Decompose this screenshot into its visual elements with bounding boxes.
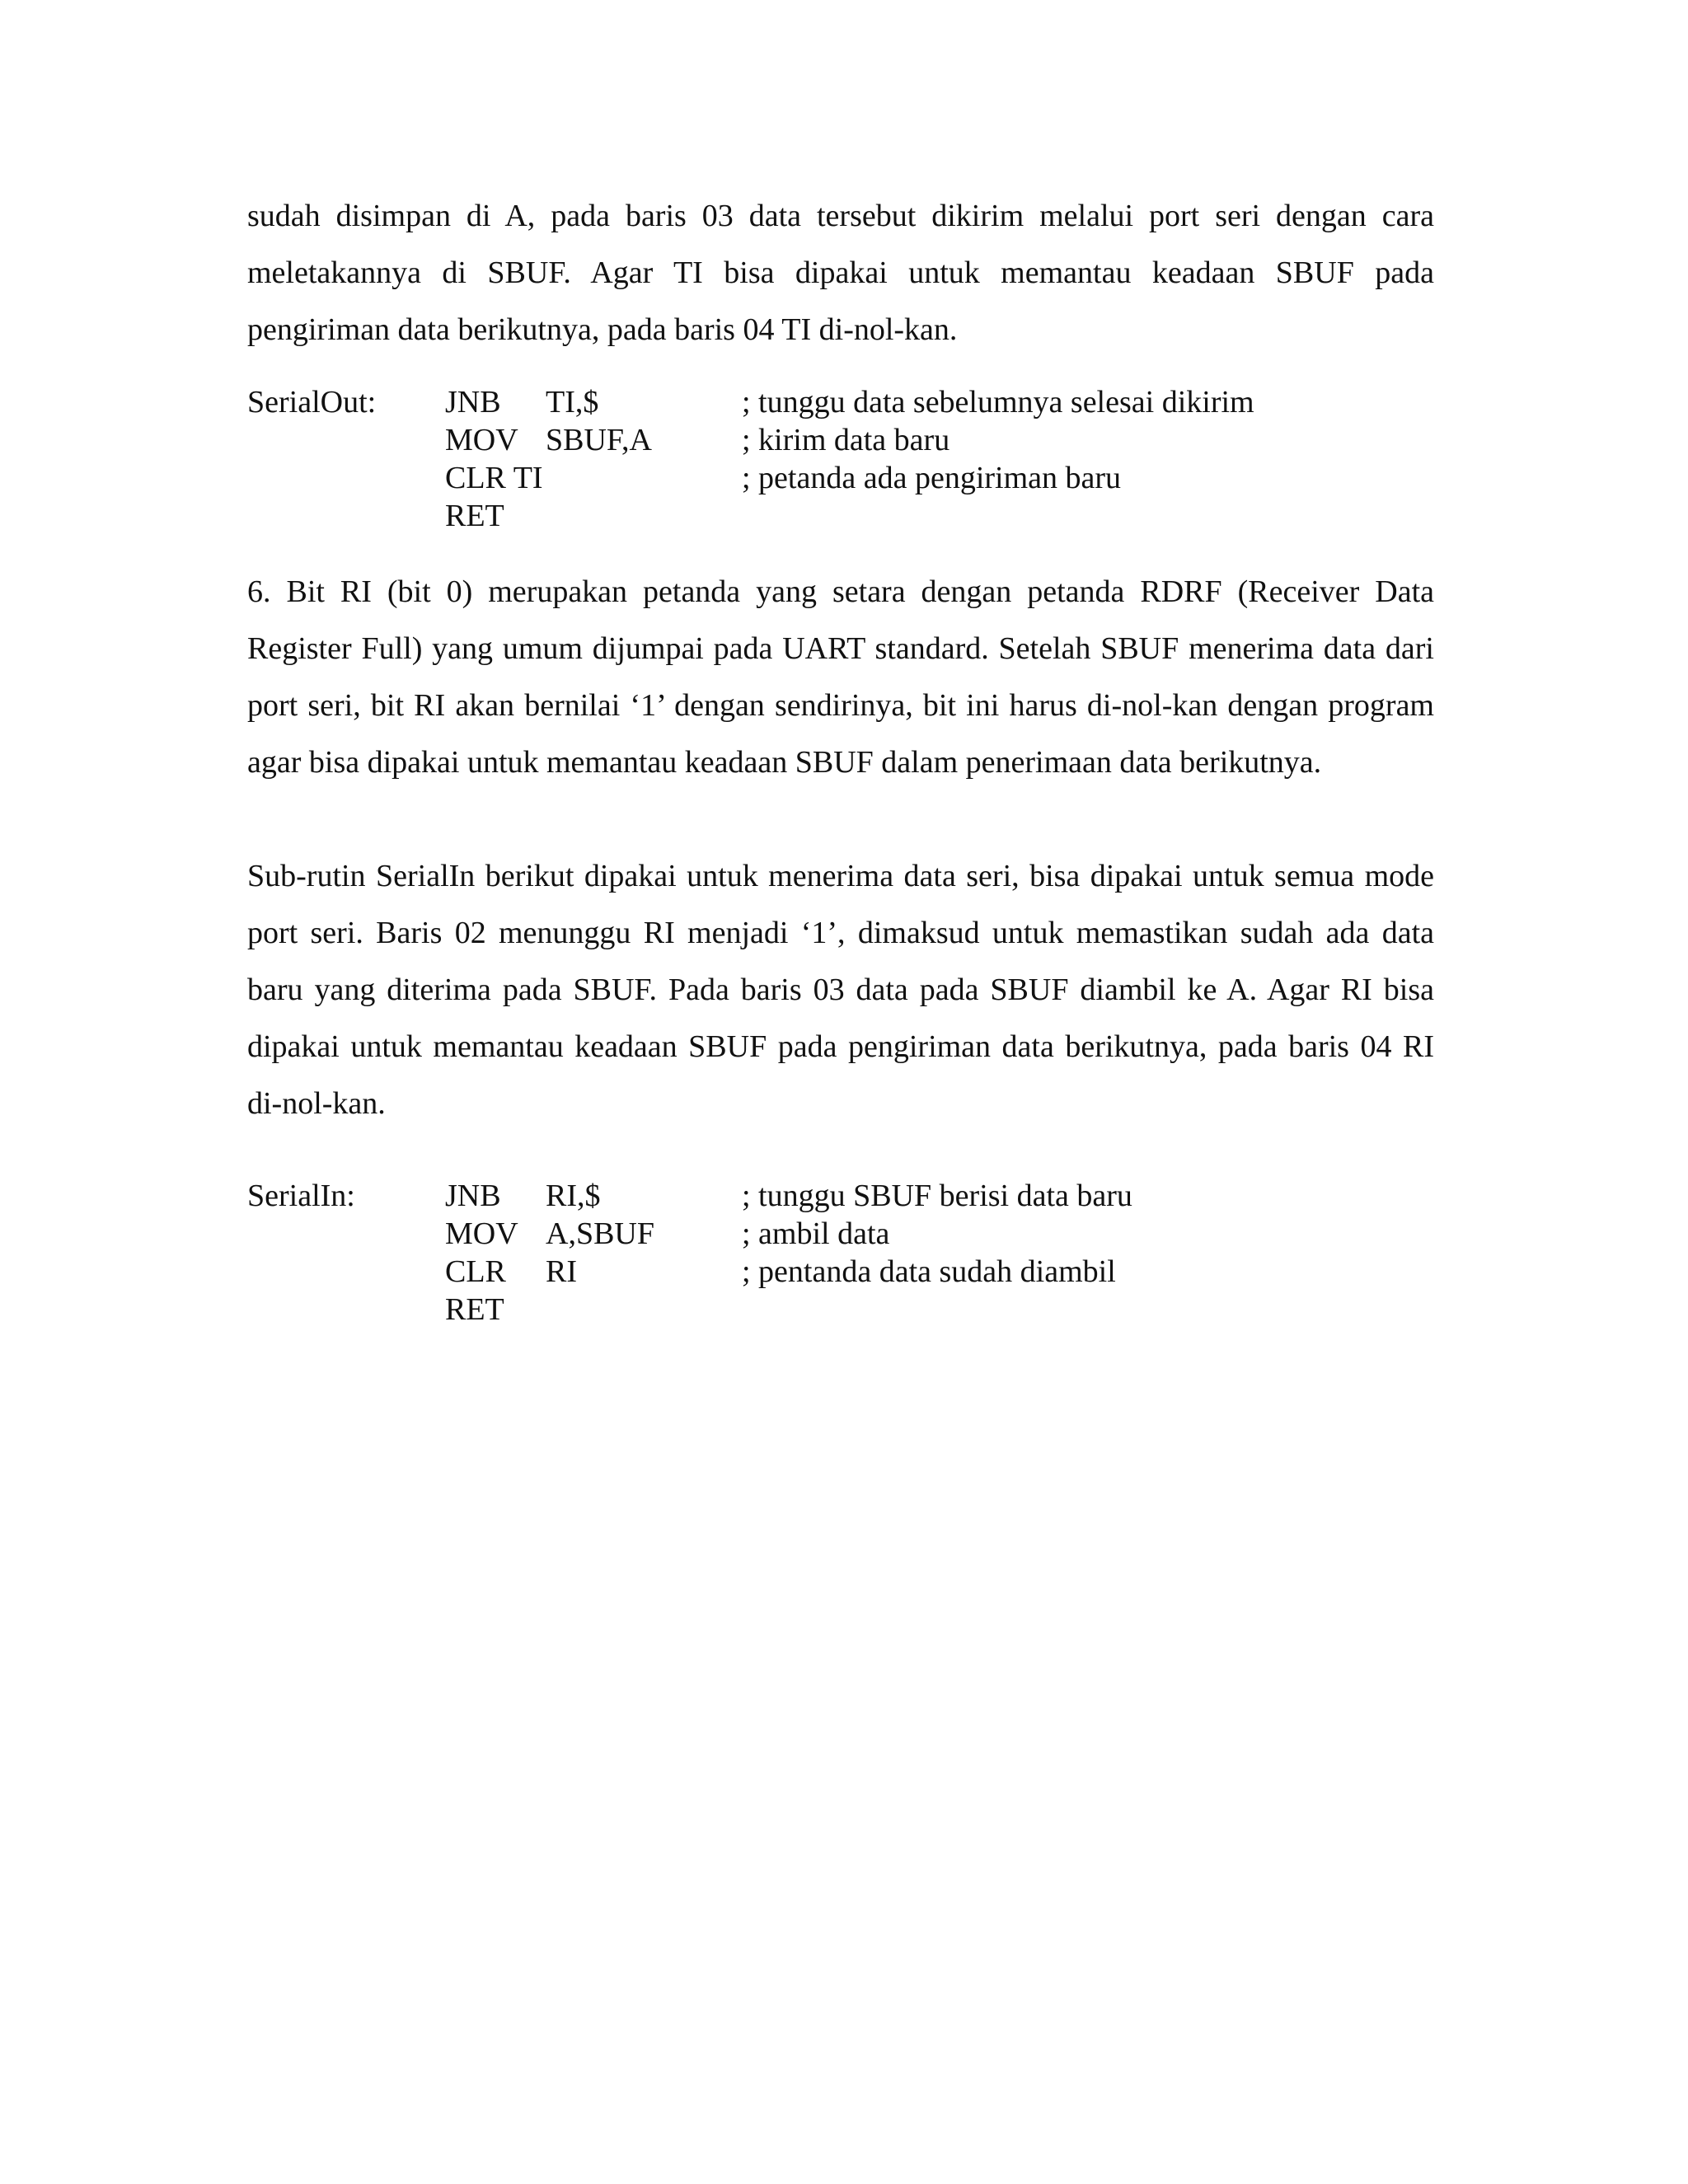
paragraph-intro: sudah disimpan di A, pada baris 03 data tersebut dikirim melalui port seri dengan cara meletakannya di SBUF. Agar TI bisa dipakai untuk memantau keadaan SBUF pada pengiriman data berikutnya, pada baris 04 TI di-nol-kan. — [247, 199, 1434, 347]
code-line — [247, 383, 1434, 421]
paragraph-bit-ri: 6. Bit RI (bit 0) merupakan petanda yang setara dengan petanda RDRF (Receiver Data Register Full) yang umum dijumpai pada UART standard. Setelah SBUF menerima data dari port seri, bit RI akan bernilai ‘1’ dengan sendirinya, bit ini harus di-nol-kan dengan program agar bisa dipakai untuk memantau keadaan SBUF dalam penerimaan data berikutnya. — [247, 574, 1434, 780]
code-operand: SBUF,A — [546, 423, 652, 457]
code-opcode: JNB — [445, 1179, 501, 1213]
code-opcode: RET — [445, 1292, 504, 1327]
code-line — [247, 497, 1434, 535]
code-label: SerialOut: — [247, 385, 377, 419]
code-line — [247, 459, 1434, 497]
code-operand: A,SBUF — [546, 1216, 654, 1251]
code-line — [247, 1215, 1434, 1253]
code-comment: ; petanda ada pengiriman baru — [742, 461, 1122, 495]
code-operand: TI,$ — [546, 385, 599, 419]
code-opcode: CLR TI — [445, 461, 543, 495]
code-opcode: RET — [445, 499, 504, 533]
paragraph-serialin-description: Sub-rutin SerialIn berikut dipakai untuk menerima data seri, bisa dipakai untuk semua mode port seri. Baris 02 menunggu RI menjadi ‘1’, dimaksud untuk memastikan sudah ada data baru yang diterima pada SBUF. Pada baris 03 data pada SBUF diambil ke A. Agar RI bisa dipakai untuk memantau keadaan SBUF pada pengiriman data berikutnya, pada baris 04 RI di-nol-kan. — [247, 859, 1434, 1121]
code-line — [247, 1253, 1434, 1291]
code-comment: ; tunggu data sebelumnya selesai dikirim — [742, 385, 1254, 419]
code-comment: ; pentanda data sudah diambil — [742, 1254, 1116, 1289]
code-line — [247, 1177, 1434, 1215]
code-comment: ; ambil data — [742, 1216, 890, 1251]
code-comment: ; kirim data baru — [742, 423, 950, 457]
code-opcode: JNB — [445, 385, 501, 419]
code-operand: RI,$ — [546, 1179, 601, 1213]
code-opcode: MOV — [445, 1216, 518, 1251]
code-block-serial-in — [247, 1177, 1434, 1329]
code-line — [247, 421, 1434, 459]
code-label: SerialIn: — [247, 1179, 355, 1213]
code-opcode: CLR — [445, 1254, 506, 1289]
code-line — [247, 1291, 1434, 1329]
code-operand: RI — [546, 1254, 577, 1289]
code-block-serial-out — [247, 383, 1434, 535]
code-comment: ; tunggu SBUF berisi data baru — [742, 1179, 1132, 1213]
code-opcode: MOV — [445, 423, 518, 457]
